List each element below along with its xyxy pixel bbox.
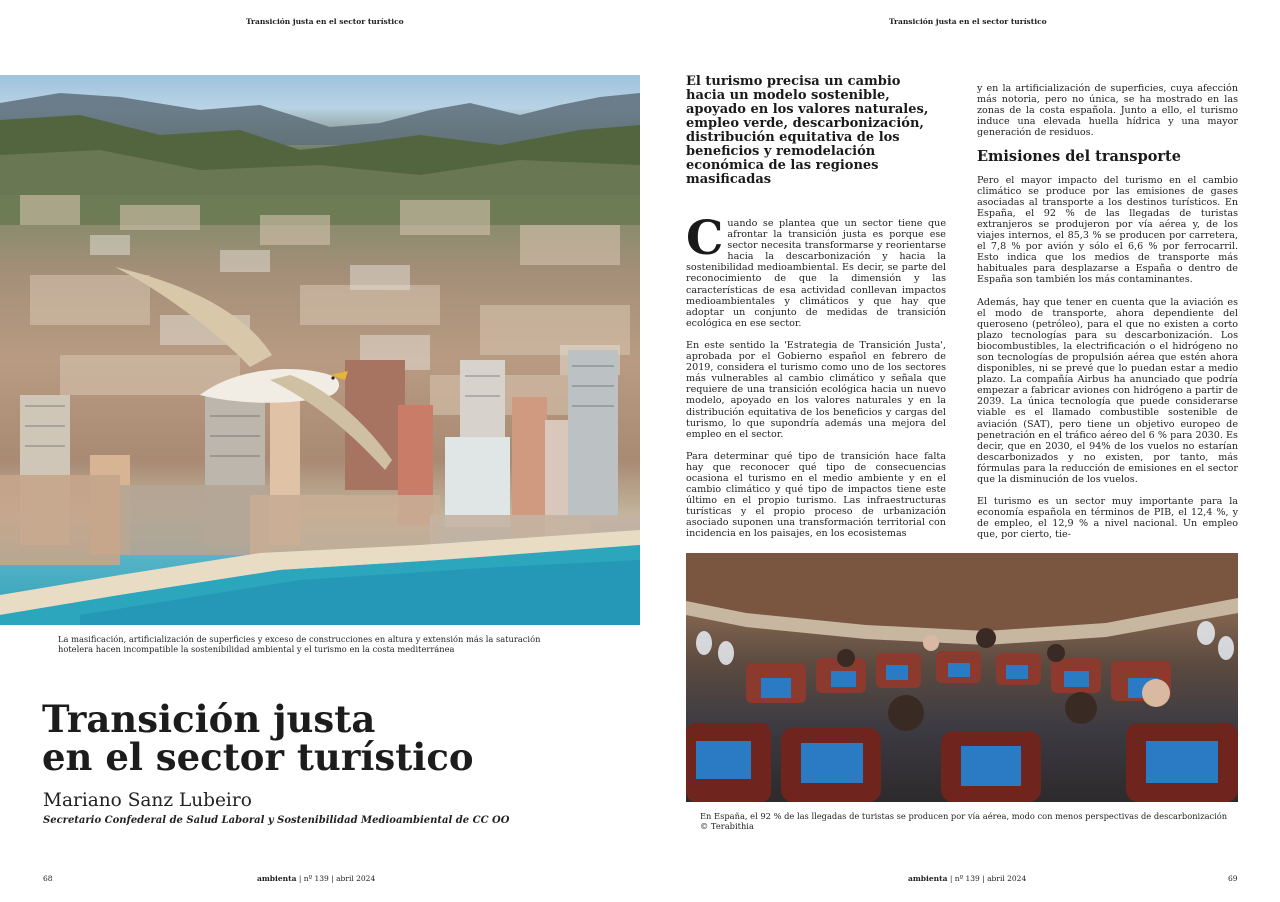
article-column-1 — [686, 211, 946, 551]
coastline-caption: La masificación, artificialización de superficies y exceso de construcciones en altura y extensión más la saturación hotelera hacen incompatible la sostenibilidad ambiental y el turismo en la costa mediterránea — [58, 634, 541, 654]
paragraph-7: El turismo es un sector muy importante para la economía española en términos de PIB, el 12,4 %, y de empleo, el 12,9 % a nivel nacional. Un empleo que, por cierto, tie- — [977, 496, 1238, 541]
drop-cap: C — [686, 211, 724, 266]
article-title — [42, 697, 602, 779]
cabin-caption-text: En España, el 92 % de las llegadas de turistas se producen por vía aérea, modo con menos perspectivas de descarbonización — [700, 811, 1228, 821]
author-name: Mariano Sanz Lubeiro — [43, 790, 252, 811]
article-title-line-2: en el sector turístico — [42, 735, 474, 779]
article-lead: El turismo precisa un cambio hacia un modelo sostenible, apoyado en los valores naturales, empleo verde, descarbonización, distribución equitativa de los beneficios y remodelación económica de las regiones masificadas — [686, 74, 929, 187]
issue-info: | nº 139 | abril 2024 — [298, 874, 376, 883]
paragraph-1-text: uando se plantea que un sector tiene que afrontar la transición justa es porque ese sector necesita transformarse y reorientarse hacia la descarbonización y hacia la sostenibilidad medioambiental. Es decir, se parte del reconocimiento de que la dimensión y las características de esa actividad conllevan impactos medioambientales y climáticos y que hay que adoptar un conjunto de medidas de transición ecológica en ese sector. — [686, 218, 946, 329]
cabin-caption — [700, 811, 1230, 831]
magazine-name-right: ambienta — [908, 874, 948, 883]
cabin-photo-credit: © Terabithia — [700, 821, 754, 831]
cabin-illustration — [686, 553, 1238, 802]
paragraph-6: Además, hay que tener en cuenta que la aviación es el modo de transporte, ahora dependiente del queroseno (petróleo), para el que no existen a corto plazo tecnologías para su descarbonización. Los biocombustibles, la electrificación o el hidrógeno no son tecnologías de propulsión aérea que estén ahora disponibles, ni se prevé que lo puedan estar a medio plazo. La compañía Airbus ha anunciado que podría empezar a fabricar aviones con hidrógeno a partir de 2039. La única tecnología que puede considerarse viable es el llamado combustible sostenible de aviación (SAT), pero tiene un objetivo europeo de penetración en el tráfico aéreo del 6 % para 2030. Es decir, que en 2030, el 94% de los vuelos no estarían descarbonizados y no existen, por tanto, más fórmulas para la reducción de emisiones en el sector que la disminución de los vuelos. — [977, 296, 1238, 485]
running-header-right: Transición justa en el sector turístico — [889, 17, 1047, 26]
paragraph-4: y en la artificialización de superficies, cuya afección más notoria, pero no única, se ha mostrado en las zonas de la costa española. Junto a ello, el turismo induce una elevada huella hídrica y una mayor generación de residuos. — [977, 83, 1238, 139]
article-column-2 — [977, 83, 1238, 551]
paragraph-2: En este sentido la 'Estrategia de Transición Justa', aprobada por el Gobierno español en febrero de 2019, considera el turismo como uno de los sectores más vulnerables al cambio climático y señala que requiere de una transición ecológica hacia un nuevo modelo, apoyado en los valores naturales y en la distribución equitativa de los beneficios y cargas del turismo, lo que supondría además una mejora del empleo en el sector. — [686, 339, 946, 440]
article-title-line-1: Transición justa — [42, 697, 376, 741]
section-heading: Emisiones del transporte — [977, 148, 1181, 166]
coastline-illustration — [0, 75, 640, 625]
running-header-left: Transición justa en el sector turístico — [246, 17, 404, 26]
page-number-right: 69 — [1228, 874, 1238, 883]
magazine-name: ambienta — [257, 874, 297, 883]
coastline-photo — [0, 75, 640, 625]
author-role: Secretario Confederal de Salud Laboral y Sostenibilidad Medioambiental de CC OO — [43, 815, 510, 826]
footer-right — [908, 874, 1026, 883]
paragraph-1 — [686, 211, 946, 329]
page-number-left: 68 — [43, 874, 53, 883]
footer-left — [257, 874, 375, 883]
airplane-cabin-photo — [686, 553, 1238, 802]
issue-info-right: | nº 139 | abril 2024 — [949, 874, 1027, 883]
paragraph-5: Pero el mayor impacto del turismo en el cambio climático se produce por las emisiones de gases asociadas al transporte a los destinos turísticos. En España, el 92 % de las llegadas de turistas extranjeros se produjeron por vía aérea y, de los viajes internos, el 85,3 % se producen por carretera, el 7,8 % por avión y sólo el 6,6 % por ferrocarril. Esto indica que los medios de transporte más habituales para desplazarse a España o dentro de España son también los más contaminantes. — [977, 174, 1238, 286]
paragraph-3: Para determinar qué tipo de transición hace falta hay que reconocer qué tipo de consecuencias ocasiona el turismo en el medio ambiente y en el cambio climático y qué tipo de impactos tiene este último en el propio turismo. Las infraestructuras turísticas y el propio proceso de urbanización asociado suponen una transformación territorial con incidencia en los paisajes, en los ecosistemas — [686, 450, 946, 540]
